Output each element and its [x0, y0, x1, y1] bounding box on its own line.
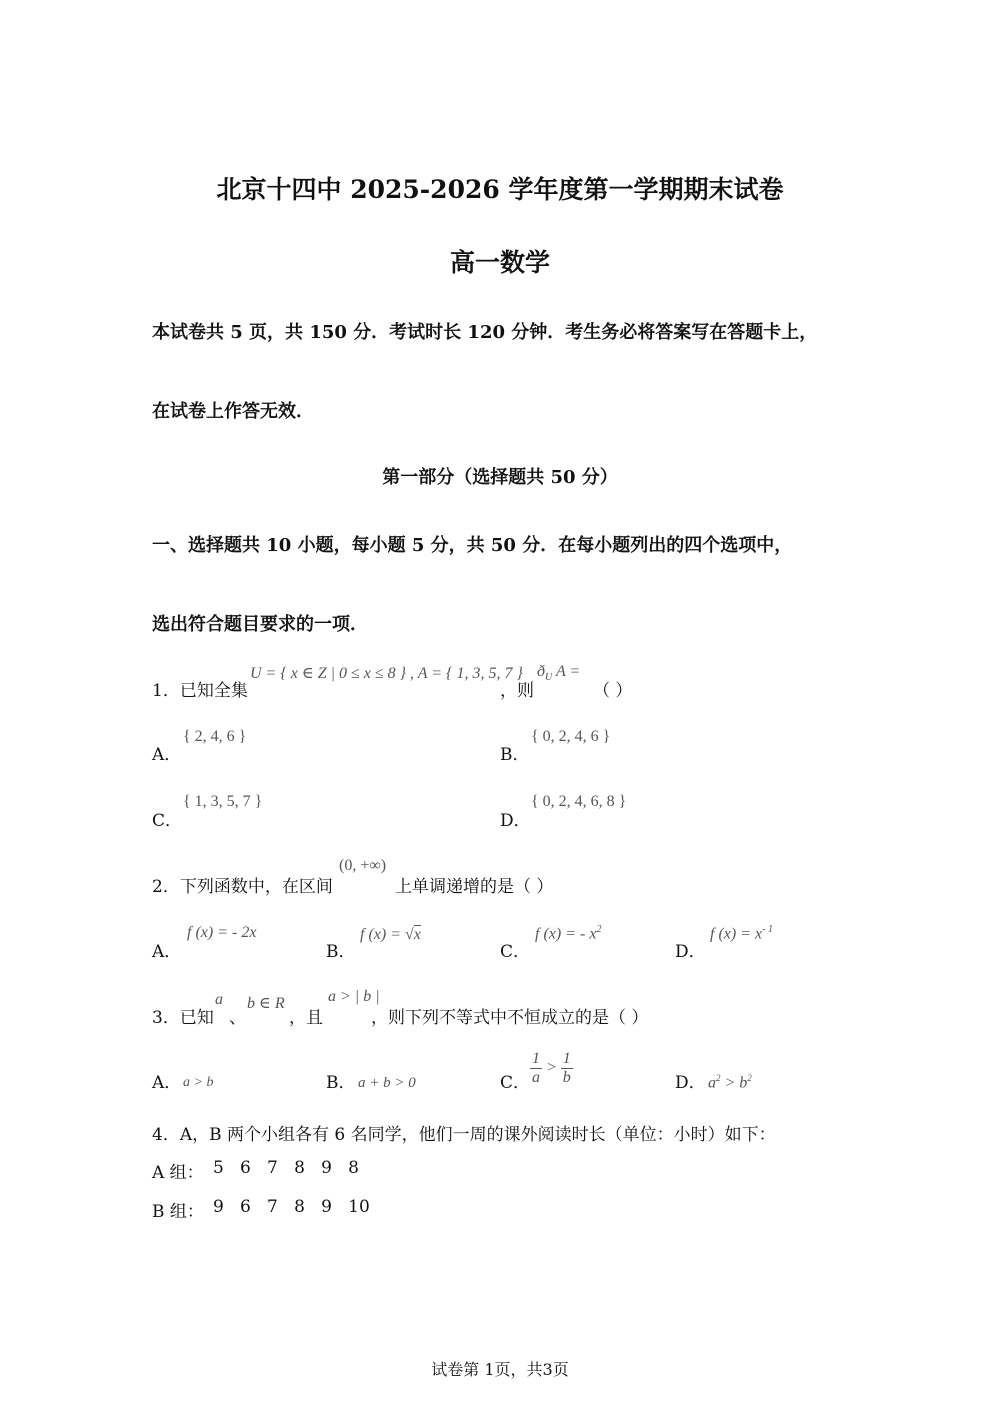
q3-option-d: $a^2 > b^2$: [708, 1073, 752, 1092]
exam-title: 北京十四中 2025-2026 学年度第一学期期末试卷: [216, 175, 784, 204]
part1-heading: 第一部分（选择题共 50 分）: [382, 467, 618, 488]
q3-option-c-label: C．: [500, 1073, 531, 1093]
q3-sep: 、: [229, 1008, 246, 1028]
q3-var-a: a: [215, 991, 223, 1008]
part1-instruction-2: 选出符合题目要求的一项．: [152, 614, 368, 635]
page-footer: 试卷第 1页，共3页: [431, 1360, 569, 1379]
q2-suffix: 上单调递增的是（ ）: [395, 877, 554, 897]
q4-group-b-values: 9 6 7 8 9 10: [213, 1197, 370, 1217]
part1-instruction-1: 一、选择题共 10 小题，每小题 5 分，共 50 分．在每小题列出的四个选项中，: [152, 535, 793, 556]
q3-prefix: 3．已知: [152, 1008, 214, 1028]
q3-option-a-label: A．: [152, 1073, 182, 1093]
q2-option-c: f (x) = - $x^2$: [535, 924, 602, 943]
subject-title: 高一数学: [449, 248, 550, 277]
q2-option-a-label: A．: [152, 942, 182, 962]
q1-mid: ，则: [500, 681, 534, 701]
q3-mid: ，且: [289, 1008, 323, 1028]
q3-var-b: b ∈ R: [247, 995, 285, 1012]
q1-option-b: { 0, 2, 4, 6 }: [531, 728, 611, 745]
q1-complement: $ð_U$ A =: [537, 663, 581, 684]
q1-set-expression: U = { x ∈ Z | 0 ≤ x ≤ 8 } , A = { 1, 3, 5, 7 }: [250, 665, 523, 682]
q2-option-a: f (x) = - 2x: [187, 924, 257, 941]
q1-answer-blank: （ ）: [593, 681, 633, 701]
q3-option-b-label: B．: [326, 1073, 356, 1093]
q2-option-c-label: C．: [500, 942, 531, 962]
q2-option-b-label: B．: [326, 942, 356, 962]
q4-text: 4．A，B 两个小组各有 6 名同学，他们一周的课外阅读时长（单位：小时）如下：: [152, 1125, 776, 1145]
q2-option-d-label: D．: [675, 942, 706, 962]
notice-line-2: 在试卷上作答无效．: [152, 401, 314, 422]
q3-option-b: a + b > 0: [358, 1075, 416, 1091]
q1-option-a: { 2, 4, 6 }: [183, 728, 247, 745]
q3-option-d-label: D．: [675, 1073, 706, 1093]
q1-option-c-label: C．: [152, 811, 183, 831]
q3-suffix: ，则下列不等式中不恒成立的是（ ）: [371, 1008, 649, 1028]
q2-interval: (0, +∞): [339, 857, 387, 874]
q4-group-b-label: B 组：: [152, 1202, 204, 1222]
q3-option-a: a > b: [183, 1075, 214, 1090]
q4-group-a-values: 5 6 7 8 9 8: [213, 1158, 359, 1178]
notice-line-1: 本试卷共 5 页，共 150 分．考试时长 120 分钟．考生务必将答案写在答题卡上，: [152, 322, 818, 343]
q1-prefix: 1．已知全集: [152, 681, 248, 701]
q2-option-b: f (x) = √x: [360, 926, 421, 943]
q2-option-d: f $(x) = x^{- 1}$: [710, 924, 773, 943]
q3-condition: a > | b |: [328, 988, 380, 1005]
q2-prefix: 2．下列函数中，在区间: [152, 877, 333, 897]
q1-option-d-label: D．: [500, 811, 531, 831]
q3-option-c: $\frac{1}{a}$ > $\frac{1}{b}$: [532, 1050, 571, 1086]
q1-option-c: { 1, 3, 5, 7 }: [183, 793, 263, 810]
q1-option-a-label: A．: [152, 745, 182, 765]
q1-option-d: { 0, 2, 4, 6, 8 }: [531, 793, 627, 810]
q4-group-a-label: A 组：: [152, 1163, 204, 1183]
q1-option-b-label: B．: [500, 745, 530, 765]
